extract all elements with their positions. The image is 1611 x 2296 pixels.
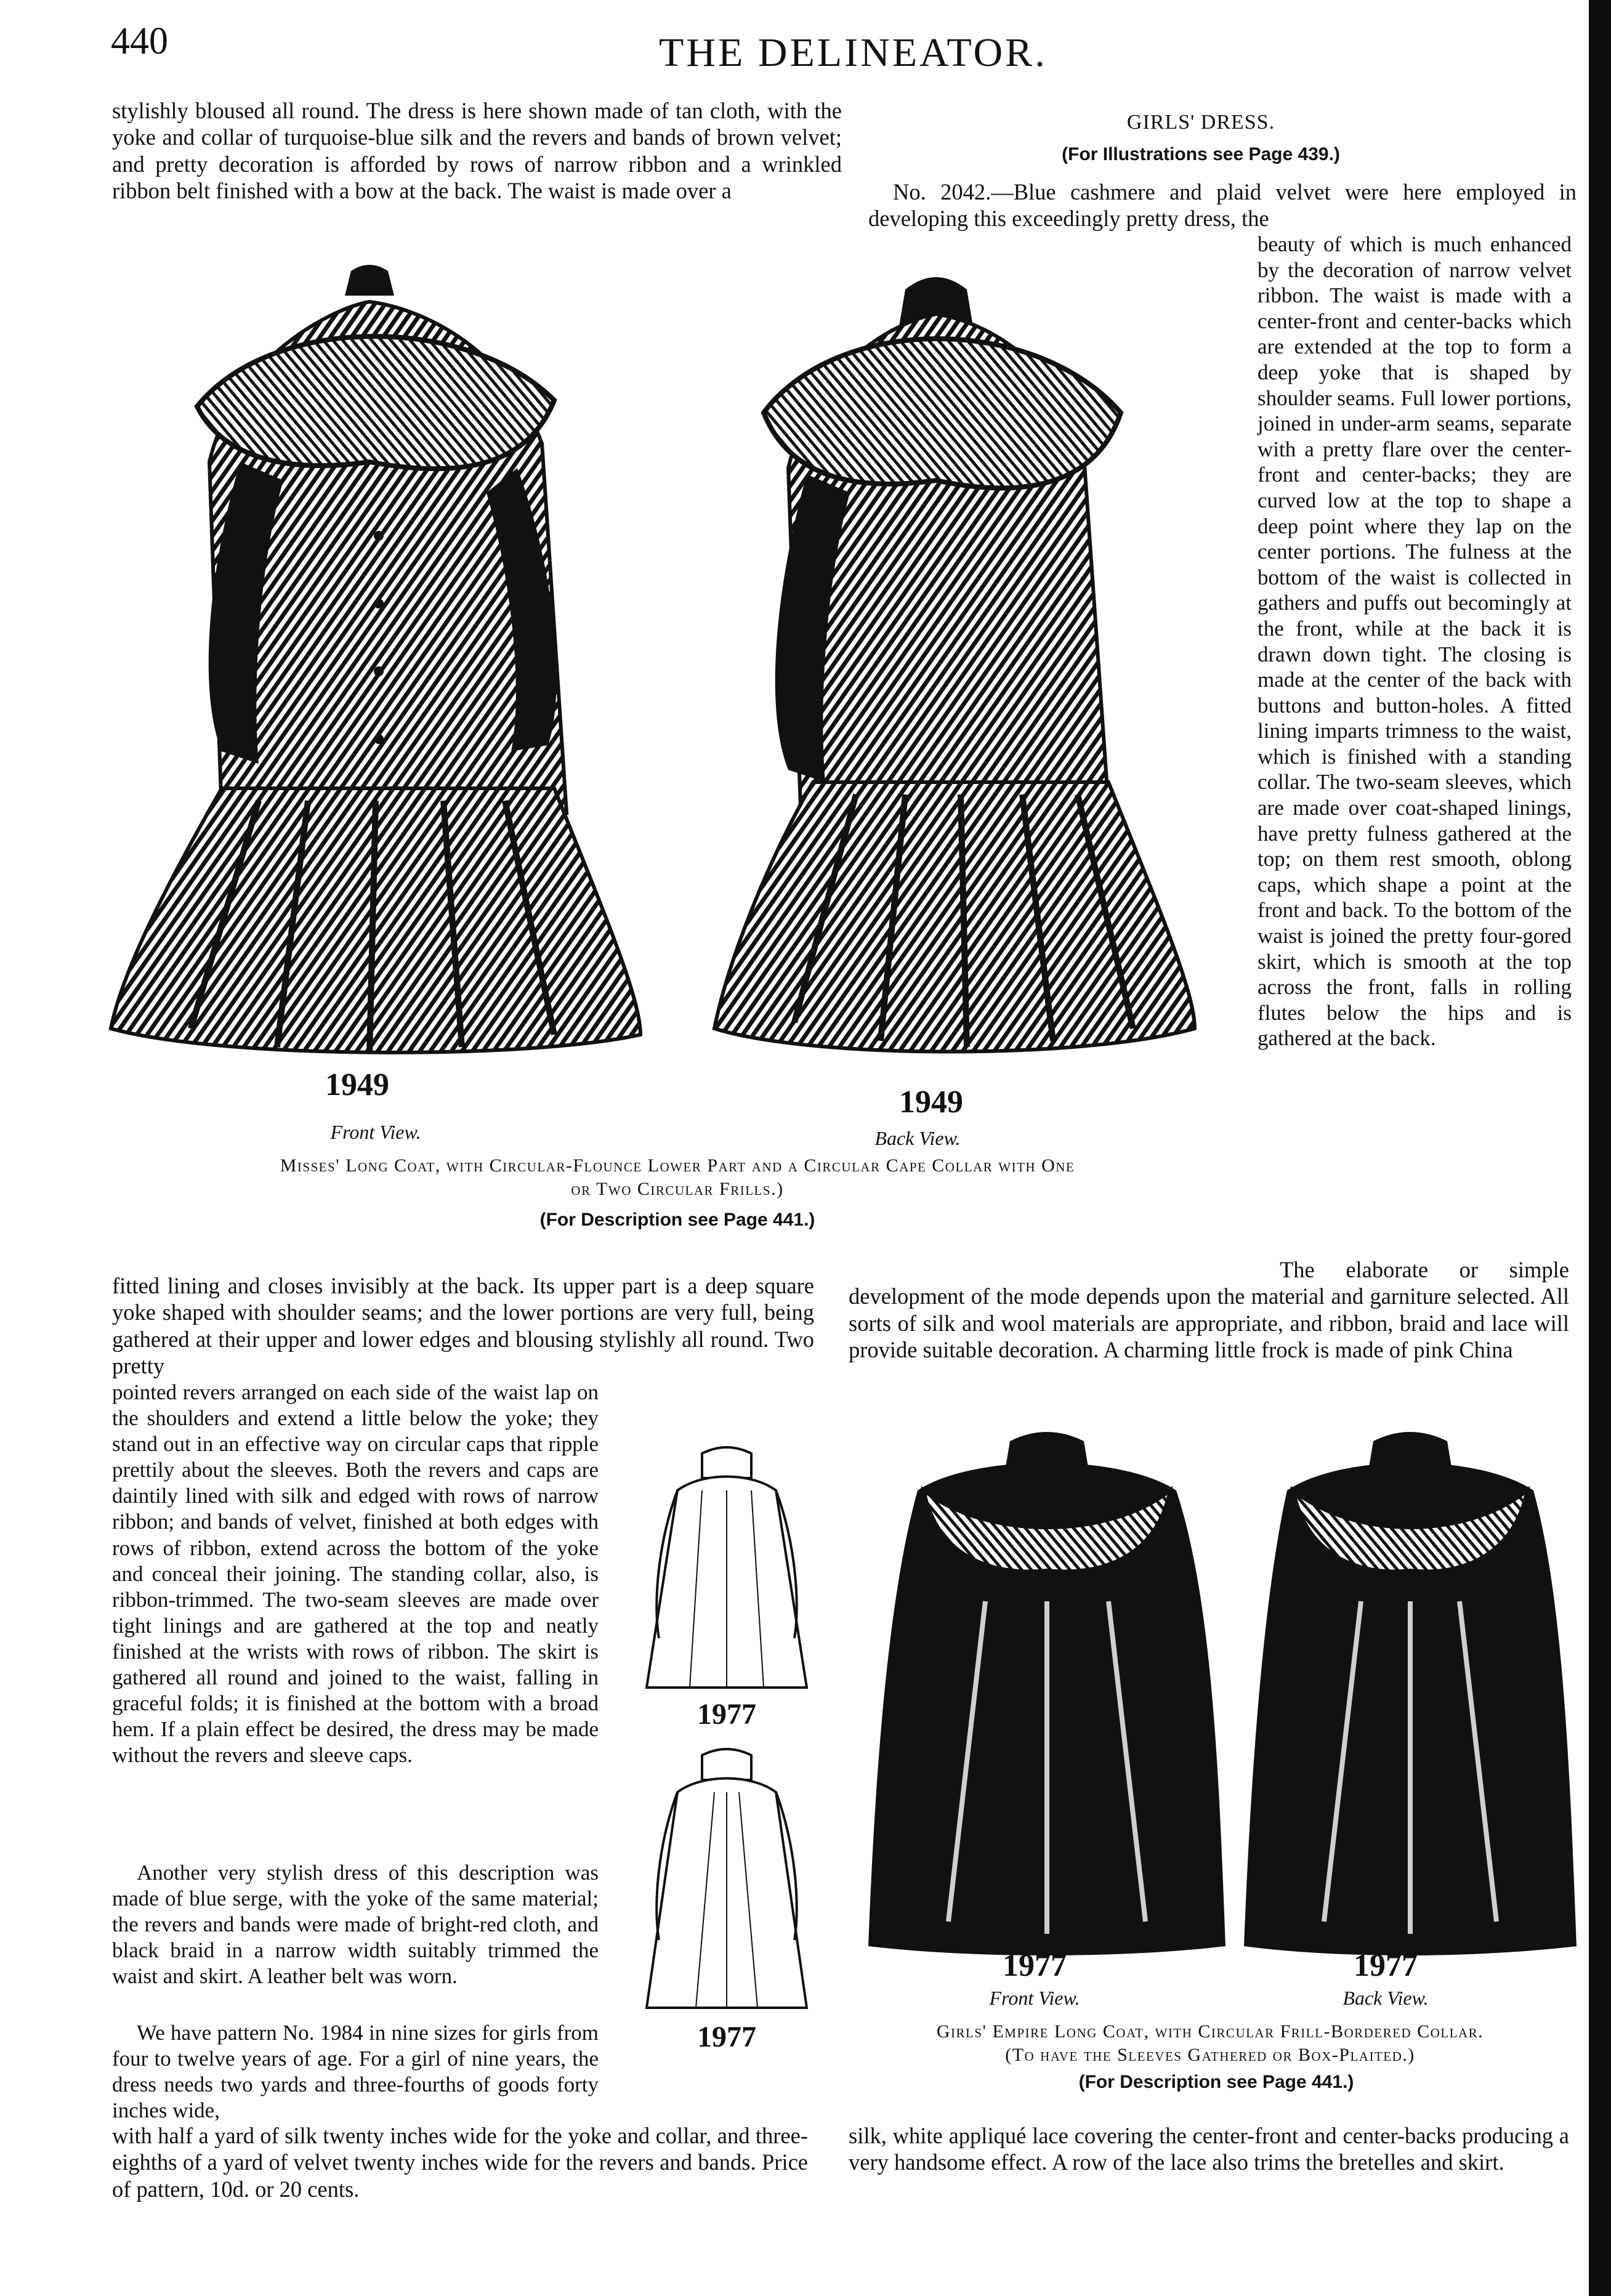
coat-1977-small-back-sketch <box>634 1743 819 2020</box>
girls-dress-intro: No. 2042.—Blue cashmere and plaid velvet were here employed in developing this exceedingly pretty dress, the <box>868 179 1577 232</box>
fig-1977-number-back: 1977 <box>1354 1948 1418 1983</box>
fig-1977-small-number-2: 1977 <box>697 2021 756 2053</box>
fig-1977-front-label: Front View. <box>989 1987 1080 2009</box>
left-column-para3b: with half a yard of silk twenty inches wide for the yoke and collar, and three-eighths of a yard of velvet twenty inches wide for the revers and bands. Price of pattern, 10d. or 20 cents. <box>112 2123 808 2202</box>
girls-dress-end: silk, white appliqué lace covering the center-front and center-backs producing a very handsome effect. A row of the lace also trims the bretelles and skirt. <box>849 2123 1569 2175</box>
girls-dress-heading: GIRLS' DRESS. <box>1126 111 1275 134</box>
fig-1949-ref: (For Description see Page 441.) <box>539 1210 815 1230</box>
fig-1949-number-back: 1949 <box>899 1085 963 1120</box>
fig-1977-small-number-1: 1977 <box>697 1698 756 1731</box>
fig-1977-number-front: 1977 <box>1003 1948 1067 1983</box>
top-left-paragraph: stylishly bloused all round. The dress is here shown made of tan cloth, with the yoke and collar of turquoise-blue silk and the revers and bands of brown velvet; and pretty decoration is afforded by rows of narrow ribbon and a wrinkled ribbon belt finished with a bow at the back. The waist is made over a <box>112 98 842 204</box>
fig-1949-caption-2: or Two Circular Frills.) <box>571 1179 784 1199</box>
girls-dress-body: beauty of which is much enhanced by the decoration of narrow velvet ribbon. The waist is made with a center-front and center-backs which are extended at the top to form a deep yoke that is shaped by shoulder seams. Full lower portions, joined in under-arm seams, separate with a pretty flare over the center-front and center-backs; they are curved low at the top to shape a deep point where they lap on the center portions. The fulness at the bottom of the waist is collected in gathers and puffs out becomingly at the front, while at the back it is drawn down tight. The closing is made at the center of the back with buttons and button-holes. A fitted lining imparts trimness to the waist, which is finished with a standing collar. The two-seam sleeves, which are made over coat-shaped linings, have pretty fulness gathered at the top; on them rest smooth, oblong caps, which shape a point at the front and back. To the bottom of the waist is joined the pretty four-gored skirt, which is smooth at the top across the front, falls in rolling flutes below the hips and is gathered at the back. <box>1258 232 1572 1051</box>
girls-dress-ref: (For Illustrations see Page 439.) <box>1062 144 1340 164</box>
left-column-para2: Another very stylish dress of this description was made of blue serge, with the yoke of the same material; the revers and bands were made of bright-red cloth, and black braid in a narrow width suitably trimmed the waist and skirt. A leather belt was worn. <box>112 1861 599 1989</box>
fig-1977-caption-2: (To have the Sleeves Gathered or Box-Plaited.) <box>1005 2045 1415 2065</box>
coat-1977-front-illustration <box>862 1417 1232 1958</box>
page-number: 440 <box>111 20 168 62</box>
fig-1977-back-label: Back View. <box>1343 1987 1429 2009</box>
coat-1977-small-front-sketch <box>634 1441 819 1700</box>
coat-1949-front-illustration <box>99 259 653 1078</box>
left-column-para3a: We have pattern No. 1984 in nine sizes for girls from four to twelve years of age. For a girl of nine years, the dress needs two yards and three-fourths of goods forty inches wide, <box>112 2021 599 2123</box>
fig-1949-front-label: Front View. <box>330 1121 421 1143</box>
fig-1977-caption-1: Girls' Empire Long Coat, with Circular Frill-Bordered Collar. <box>936 2021 1484 2042</box>
fig-1949-back-label: Back View. <box>874 1127 961 1149</box>
fig-1949-number-front: 1949 <box>325 1067 389 1102</box>
page-binding-edge <box>1589 0 1611 2296</box>
fig-1949-caption-1: Misses' Long Coat, with Circular-Flounce Lower Part and a Circular Cape Collar with One <box>280 1155 1075 1176</box>
fig-1977-ref: (For Description see Page 441.) <box>1078 2072 1354 2092</box>
coat-1977-back-illustration <box>1238 1417 1583 1958</box>
running-title: THE DELINEATOR. <box>659 30 1048 75</box>
coat-1949-back-illustration <box>690 265 1213 1078</box>
girls-dress-body2: The elaborate or simple development of the mode depends upon the material and garniture selected. All sorts of silk and wool materials are appropriate, and ribbon, braid and lace will provide suitable decoration. A charming little frock is made of pink China <box>849 1257 1569 1363</box>
left-column-part2: pointed revers arranged on each side of the waist lap on the shoulders and extend a little below the yoke; they stand out in an effective way on circular caps that ripple prettily about the sleeves. Both the revers and caps are daintily lined with silk and edged with rows of narrow ribbon; and bands of velvet, finished at both edges with rows of ribbon, extend across the bottom of the yoke and conceal their joining. The standing collar, also, is ribbon-trimmed. The two-seam sleeves are made over tight linings and are gathered at the top and neatly finished at the wrists with rows of ribbon. The skirt is gathered all round and joined to the waist, falling in graceful folds; it is finished at the bottom with a broad hem. If a plain effect be desired, the dress may be made without the revers and sleeve caps. <box>112 1380 599 1768</box>
left-column-part1: fitted lining and closes invisibly at the back. Its upper part is a deep square yoke shaped with shoulder seams; and the lower portions are very full, being gathered at their upper and lower edges and blousing stylishly all round. Two pretty <box>112 1273 814 1379</box>
